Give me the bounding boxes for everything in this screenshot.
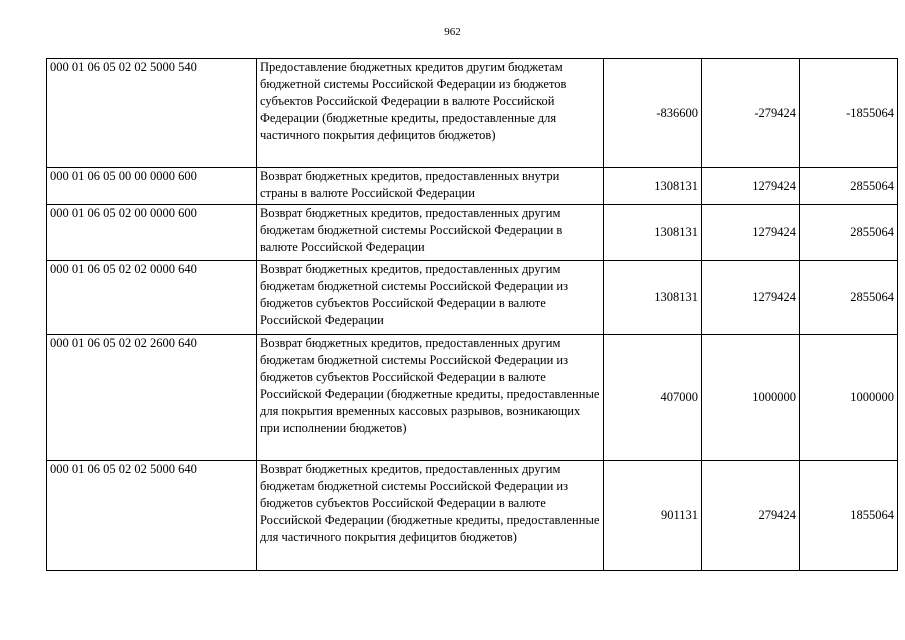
row-description: Возврат бюджетных кредитов, предоставленных другим бюджетам бюджетной системы Российской Федерации из бюджетов субъектов Российской Федерации в валюте Российской Федерации (бюджетные кредиты, предоставленные для покрытия временных кассовых разрывов, возникающих при исполнении бюджетов) <box>257 335 604 461</box>
value-year-2: 1000000 <box>702 335 800 461</box>
table-row <box>47 261 898 335</box>
value-year-1: 1308131 <box>604 168 702 205</box>
budget-code: 000 01 06 05 02 02 5000 640 <box>47 461 257 571</box>
budget-code: 000 01 06 05 00 00 0000 600 <box>47 168 257 205</box>
value-year-1: -836600 <box>604 59 702 168</box>
value-year-1: 407000 <box>604 335 702 461</box>
value-year-3: 2855064 <box>800 168 898 205</box>
value-year-1: 1308131 <box>604 261 702 335</box>
row-description: Возврат бюджетных кредитов, предоставленных другим бюджетам бюджетной системы Российской Федерации в валюте Российской Федерации <box>257 205 604 261</box>
value-year-2: -279424 <box>702 59 800 168</box>
budget-code: 000 01 06 05 02 02 2600 640 <box>47 335 257 461</box>
value-year-3: 1000000 <box>800 335 898 461</box>
table-row <box>47 59 898 168</box>
table-row <box>47 335 898 461</box>
value-year-2: 1279424 <box>702 205 800 261</box>
row-description: Предоставление бюджетных кредитов другим бюджетам бюджетной системы Российской Федерации из бюджетов субъектов Российской Федерации в валюте Российской Федерации (бюджетные кредиты, предоставленные для частичного покрытия дефицитов бюджетов) <box>257 59 604 168</box>
budget-code: 000 01 06 05 02 00 0000 600 <box>47 205 257 261</box>
value-year-2: 1279424 <box>702 168 800 205</box>
value-year-3: -1855064 <box>800 59 898 168</box>
value-year-3: 2855064 <box>800 205 898 261</box>
value-year-2: 1279424 <box>702 261 800 335</box>
value-year-2: 279424 <box>702 461 800 571</box>
budget-code: 000 01 06 05 02 02 0000 640 <box>47 261 257 335</box>
budget-code: 000 01 06 05 02 02 5000 540 <box>47 59 257 168</box>
row-description: Возврат бюджетных кредитов, предоставленных другим бюджетам бюджетной системы Российской Федерации из бюджетов субъектов Российской Федерации в валюте Российской Федерации (бюджетные кредиты, предоставленные для частичного покрытия дефицитов бюджетов) <box>257 461 604 571</box>
budget-table <box>46 58 898 571</box>
row-description: Возврат бюджетных кредитов, предоставленных внутри страны в валюте Российской Федерации <box>257 168 604 205</box>
table-row <box>47 205 898 261</box>
table-row <box>47 168 898 205</box>
value-year-1: 1308131 <box>604 205 702 261</box>
value-year-3: 1855064 <box>800 461 898 571</box>
value-year-3: 2855064 <box>800 261 898 335</box>
table-row <box>47 461 898 571</box>
value-year-1: 901131 <box>604 461 702 571</box>
row-description: Возврат бюджетных кредитов, предоставленных другим бюджетам бюджетной системы Российской Федерации из бюджетов субъектов Российской Федерации в валюте Российской Федерации <box>257 261 604 335</box>
page-number: 962 <box>444 26 461 38</box>
